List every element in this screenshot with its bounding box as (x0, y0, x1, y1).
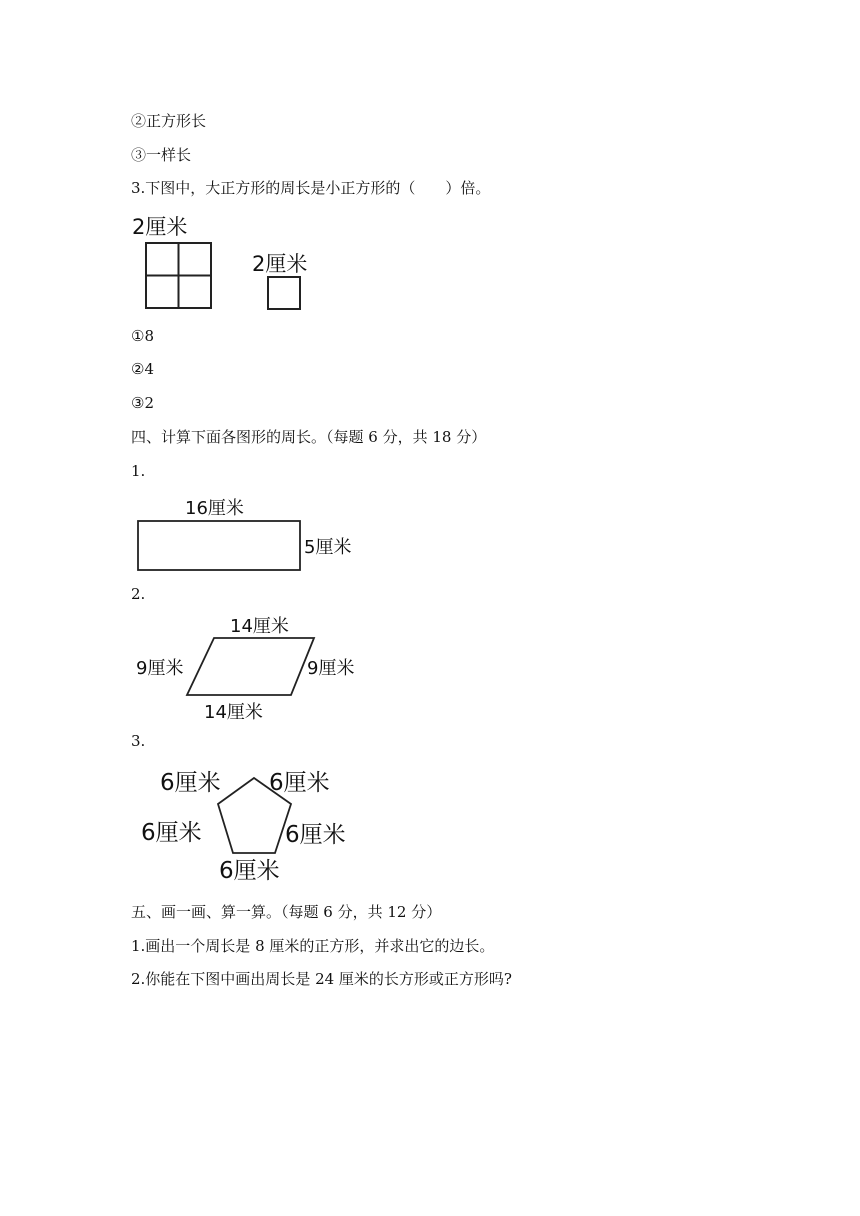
parallelogram-left-label: 9厘米 (136, 658, 184, 679)
problem-4-3-number: 3. (131, 732, 146, 750)
rectangle-length-label: 16厘米 (185, 498, 244, 519)
parallelogram-top-label: 14厘米 (230, 616, 289, 637)
pentagon-bottom-label: 6厘米 (219, 858, 280, 884)
small-square (268, 277, 300, 309)
section-4-title: 四、计算下面各图形的周长。（每题 6 分，共 18 分） (131, 428, 487, 446)
q3-squares-figure (130, 210, 330, 315)
pentagon-top-right-label: 6厘米 (269, 770, 330, 796)
section-5-question-2: 2.你能在下图中画出周长是 24 厘米的长方形或正方形吗? (131, 970, 512, 988)
pentagon-top-left-label: 6厘米 (160, 770, 221, 796)
q3-option-a: ①8 (131, 327, 154, 345)
small-square-label: 2厘米 (252, 252, 308, 276)
pentagon-mid-left-label: 6厘米 (141, 820, 202, 846)
option-q2-c: ③一样长 (131, 146, 192, 164)
option-q2-b: ②正方形长 (131, 112, 207, 130)
pentagon-figure (130, 758, 370, 888)
question-3-text: 3.下图中，大正方形的周长是小正方形的（ ）倍。 (131, 179, 491, 197)
rectangle-figure (130, 493, 370, 575)
problem-4-1-number: 1. (131, 462, 146, 480)
parallelogram-right-label: 9厘米 (307, 658, 355, 679)
parallelogram-shape (187, 638, 314, 695)
problem-4-2-number: 2. (131, 585, 146, 603)
pentagon-mid-right-label: 6厘米 (285, 822, 346, 848)
section-5-title: 五、画一画、算一算。（每题 6 分，共 12 分） (131, 903, 442, 921)
rectangle-shape (138, 521, 300, 570)
parallelogram-bottom-label: 14厘米 (204, 702, 263, 723)
big-square-label: 2厘米 (132, 215, 188, 239)
parallelogram-figure (130, 608, 370, 726)
section-5-question-1: 1.画出一个周长是 8 厘米的正方形，并求出它的边长。 (131, 937, 495, 955)
rectangle-width-label: 5厘米 (304, 537, 352, 558)
q3-option-c: ③2 (131, 394, 154, 412)
q3-option-b: ②4 (131, 360, 154, 378)
